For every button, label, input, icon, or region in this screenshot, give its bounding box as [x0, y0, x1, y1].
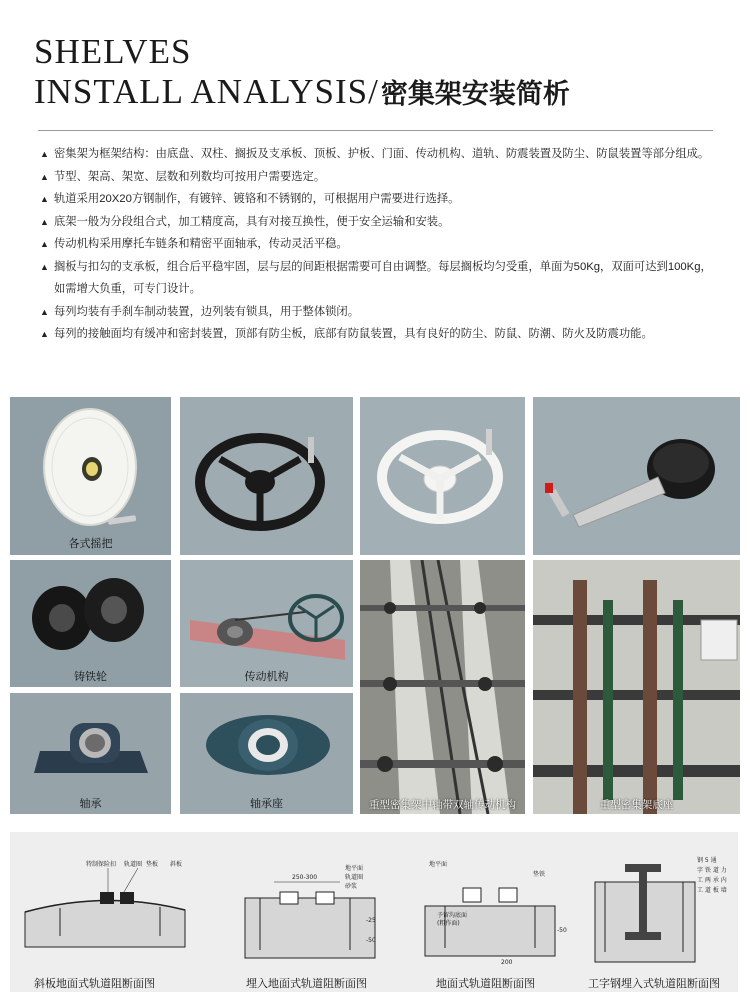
caption-diagram-3: 地面式轨道阻断面图	[436, 978, 535, 990]
photo-heavy-base	[533, 560, 740, 814]
triangle-bullet-icon: ▲	[40, 329, 49, 339]
caption-heavy-axle: 重型密集架中轴带双轴传动机构	[369, 799, 516, 811]
diagram-embedded-floor-rail	[240, 852, 385, 967]
label-d4-row1: 钢 5 通	[697, 857, 717, 864]
caption-diagram-2: 埋入地面式轨道阻断面图	[246, 978, 367, 990]
title-line-2-en: INSTALL ANALYSIS/	[34, 72, 379, 111]
label-d4-row3: 工 两 承 内	[697, 877, 727, 884]
caption-bearing-seat: 轴承座	[250, 798, 283, 810]
label-shim: 垫板	[146, 861, 159, 868]
rail-section-diagrams	[10, 832, 738, 992]
title-line-2-cn: 密集架安装简析	[380, 79, 570, 110]
triangle-bullet-icon: ▲	[40, 306, 49, 317]
feature-item: ▲ 每列的接触面均有缓冲和密封装置，顶部有防尘板，底部有防鼠装置，具有良好的防尘、防鼠、防潮、防火及防震功能。	[40, 323, 720, 346]
feature-item: ▲ 搁板与扣勾的支承板，组合后平稳牢固，层与层的间距根据需要可自由调整。每层搁板均匀受重，单面为50Kg，双面可达到100Kg，如需增大负重，可专门设计。	[40, 256, 720, 301]
photo-handle-crank	[533, 397, 740, 555]
label-ground-level: 地平面	[345, 865, 364, 872]
triangle-bullet-icon: ▲	[40, 239, 49, 249]
triangle-bullet-icon: ▲	[40, 194, 49, 204]
feature-item: ▲ 传动机构采用摩托车链条和精密平面轴承，传动灵活平稳。	[40, 233, 720, 256]
label-depth-50-3: -50	[557, 927, 567, 934]
caption-heavy-base: 重型密集架底座	[599, 799, 674, 811]
label-d4-row2: 字 铁 道 力	[697, 867, 727, 874]
photo-cast-wheel	[10, 560, 171, 687]
label-rail-ring: 轨道圈	[124, 861, 143, 868]
title-line-2	[34, 72, 570, 115]
photo-bearing	[10, 693, 171, 814]
photo-bearing-seat	[180, 693, 353, 814]
caption-bearing: 轴承	[79, 798, 102, 810]
label-width-200: 200	[501, 959, 513, 966]
label-special-clip: 特制保险扣	[86, 861, 117, 868]
label-rough-surface: (粗作面)	[437, 920, 460, 927]
triangle-bullet-icon: ▲	[40, 261, 49, 272]
heavy-base-image	[533, 560, 740, 814]
triangle-bullet-icon: ▲	[40, 216, 49, 227]
diagram-i-beam-rail	[585, 842, 735, 967]
triangle-bullet-icon: ▲	[40, 171, 49, 182]
label-shim-iron: 垫铁	[533, 871, 546, 878]
axle-transmission-image	[360, 560, 525, 814]
label-depth-25: -25	[366, 917, 376, 924]
caption-handles: 各式摇把	[68, 538, 113, 550]
feature-item: ▲ 节型、架高、架宽、层数和列数均可按用户需要选定。	[40, 166, 720, 189]
white-handwheel-image	[360, 397, 525, 555]
label-ground-level-3: 地平面	[429, 861, 448, 868]
label-depth-50: -50	[366, 937, 376, 944]
photo-handle-white-wheel	[360, 397, 525, 555]
photo-transmission	[180, 560, 353, 687]
black-handwheel-image	[180, 397, 353, 555]
caption-diagram-1: 斜板地面式轨道阻断面图	[34, 978, 155, 990]
handwheel-disc-image	[10, 397, 171, 555]
feature-list	[40, 143, 720, 346]
label-reserved-trench: 予留沟底面	[437, 912, 468, 919]
feature-item: ▲ 每列均装有手刹车制动装置，边列装有锁具，用于整体锁闭。	[40, 301, 720, 324]
feature-item: ▲ 轨道采用20X20方钢制作，有镀锌、镀铬和不锈钢的，可根据用户需要进行选择。	[40, 188, 720, 211]
diagram-slope-floor-rail	[20, 852, 190, 967]
label-mortar: 砂浆	[345, 883, 358, 890]
feature-item: ▲ 密集架为框架结构：由底盘、双柱、搁扳及支承板、顶板、护板、门面、传动机构、道轨、防震装置及防尘、防鼠装置等部分组成。	[40, 143, 720, 166]
label-rail-ring-2: 轨道圈	[345, 874, 364, 881]
triangle-bullet-icon: ▲	[40, 149, 49, 159]
caption-transmission: 传动机构	[244, 671, 289, 683]
title-line-1: SHELVES	[34, 32, 192, 71]
photo-handle-black-wheel	[180, 397, 353, 555]
label-d4-row4: 工 道 板 墙	[697, 887, 727, 894]
label-width: 250-300	[292, 874, 318, 881]
label-slope-plate: 斜板	[170, 861, 183, 868]
feature-item: ▲ 底架一般为分段组合式，加工精度高，具有对接互换性，便于安全运输和安装。	[40, 211, 720, 234]
caption-diagram-4: 工字钢埋入式轨道阻断面图	[588, 978, 720, 990]
photo-handle-white-disc	[10, 397, 171, 555]
crank-handle-image	[533, 397, 740, 555]
header-divider	[38, 130, 713, 131]
caption-cast-wheel: 铸铁轮	[74, 671, 107, 683]
diagram-floor-rail	[405, 852, 575, 967]
photo-heavy-axle	[360, 560, 525, 814]
